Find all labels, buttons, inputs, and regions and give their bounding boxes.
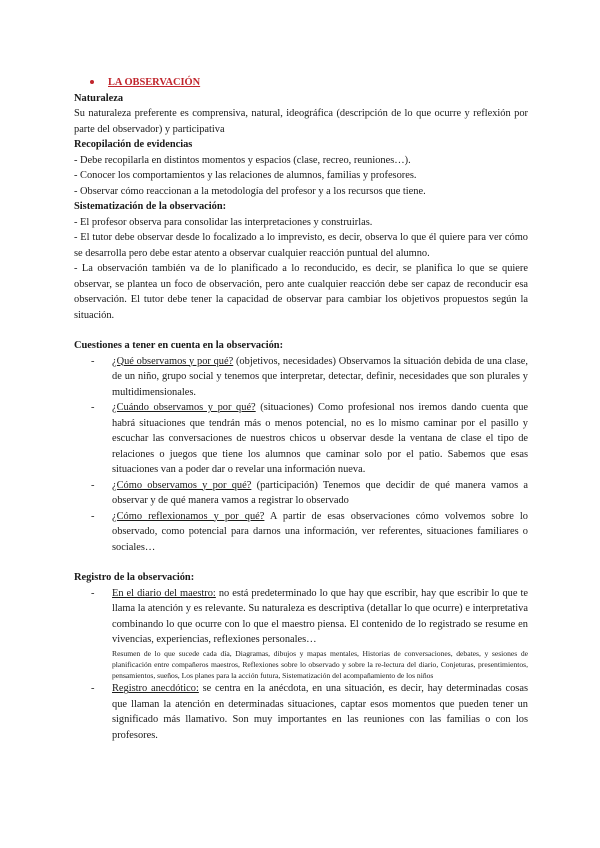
list-item: [74, 400, 528, 478]
question-label: ¿Cuándo observamos y por qué?: [112, 402, 256, 413]
dash-marker: -: [91, 587, 95, 599]
sistematizacion-line: - El profesor observa para consolidar las interpretaciones y construirlas.: [74, 216, 373, 228]
naturaleza-heading: Naturaleza: [74, 92, 124, 104]
cuestiones-list: [74, 354, 528, 556]
list-item: [74, 478, 528, 509]
dash-marker: -: [91, 510, 95, 522]
registro-list: [74, 586, 528, 744]
recopilacion-line: - Debe recopilarla en distintos momentos y espacios (clase, recreo, reuniones…).: [74, 154, 411, 166]
recopilacion-heading: Recopilación de evidencias: [74, 139, 193, 150]
question-label: ¿Cómo observamos y por qué?: [112, 479, 252, 491]
naturaleza-text: Su naturaleza preferente es comprensiva, natural, ideográfica (descripción de lo que ocurre y reflexión por parte del observador) y participativa: [74, 108, 528, 135]
registro-heading: Registro de la observación:: [74, 572, 195, 583]
sistematizacion-line: - El tutor debe observar desde lo focalizado a lo imprevisto, es decir, observa lo que él quiere para ver cómo se desarrolla pero debe estar atento a observar cualquier reacción puntual del alumno.: [74, 232, 528, 259]
item-text: (objetivos, necesidades) Observamos la situación debida de una clase, de un niño, grupo social y tenemos que interpretar, detectar, definir, necesidades que son plurales y multidimensionales.: [112, 355, 528, 398]
item-text: se centra en la anécdota, en una situación, es decir, hay determinadas cosas que llaman la atención en determinadas situaciones, captar esos momentos que pueden tener un significado más llamativo. Son muy importantes en las reuniones con las familias o con los profesores.: [112, 683, 528, 741]
sistematizacion-heading: Sistematización de la observación:: [74, 201, 227, 212]
document-content: [74, 75, 528, 743]
dash-marker: -: [91, 402, 95, 413]
dash-marker: -: [91, 355, 95, 367]
item-text: (participación) Tenemos que decidir de qué manera vamos a observar y de qué manera vamos a registrar lo observado: [112, 479, 529, 506]
list-item: [74, 509, 528, 556]
question-label: ¿Qué observamos y por qué?: [112, 355, 234, 367]
title-row: [74, 75, 528, 91]
dash-marker: -: [91, 479, 95, 491]
recopilacion-line: - Observar cómo reaccionan a la metodología del profesor y a los recursos que tiene.: [74, 185, 426, 197]
registro-label: En el diario del maestro:: [112, 587, 216, 599]
question-label: ¿Cómo reflexionamos y por qué?: [112, 510, 265, 522]
bullet-icon: [90, 80, 94, 84]
sistematizacion-line: - La observación también va de lo planificado a lo reconducido, es decir, se planifica lo que se quiere observar, se plantea un foco de observación, pero ante cualquier reacción debe ser capaz de reconducir esa observación. El tutor debe tener la capacidad de observar para cambiar los objetivos propuestos según la situación.: [74, 263, 528, 321]
list-item: [74, 681, 528, 743]
item-text: A partir de esas observaciones cómo volvemos sobre lo observado, como potencial para darnos una información, ver referentes, situaciones familiares o sociales…: [112, 510, 528, 553]
registro-label: Registro anecdótico:: [112, 683, 199, 695]
registro-note: Resumen de lo que sucede cada día, Diagramas, dibujos y mapas mentales, Historias de conversaciones, debates, y sesiones de planificación entre compañeros maestros, Reflexiones sobre lo observado y sobre la re-lectura del diario, Conjeturas, presentimientos, pensamientos, sueños, Los planes para la acción futura, Sistematización del acompañamiento de los niños: [112, 648, 528, 681]
section-title: LA OBSERVACIÓN: [108, 77, 201, 88]
item-text: (situaciones) Como profesional nos iremos dando cuenta que habrá situaciones que tendrán más o menos potencial, no es lo mismo caminar por el pasillo y escuchar las conversaciones de nuestros chicos u observar desde la ventana de clase el tipo de relaciones o juegos que tiene los alumnos que caminar solo por el patio. Sabemos que esas situaciones van a poder dar o revelar una información nueva.: [112, 402, 528, 475]
list-item: [74, 586, 528, 682]
dash-marker: -: [91, 683, 95, 695]
cuestiones-heading: Cuestiones a tener en cuenta en la observación:: [74, 340, 284, 351]
list-item: [74, 354, 528, 401]
item-text: no está predeterminado lo que hay que escribir, hay que escribir lo que te llama la atención y es relevante. Su naturaleza es descriptiva (detallar lo que ocurre) e interpretativa combinando lo que ocurre con lo que el maestro piensa. El contenido de lo registrado se resume en vivencias, experiencias, reflexiones personales…: [112, 587, 528, 645]
recopilacion-line: - Conocer los comportamientos y las relaciones de alumnos, familias y profesores.: [74, 170, 417, 181]
